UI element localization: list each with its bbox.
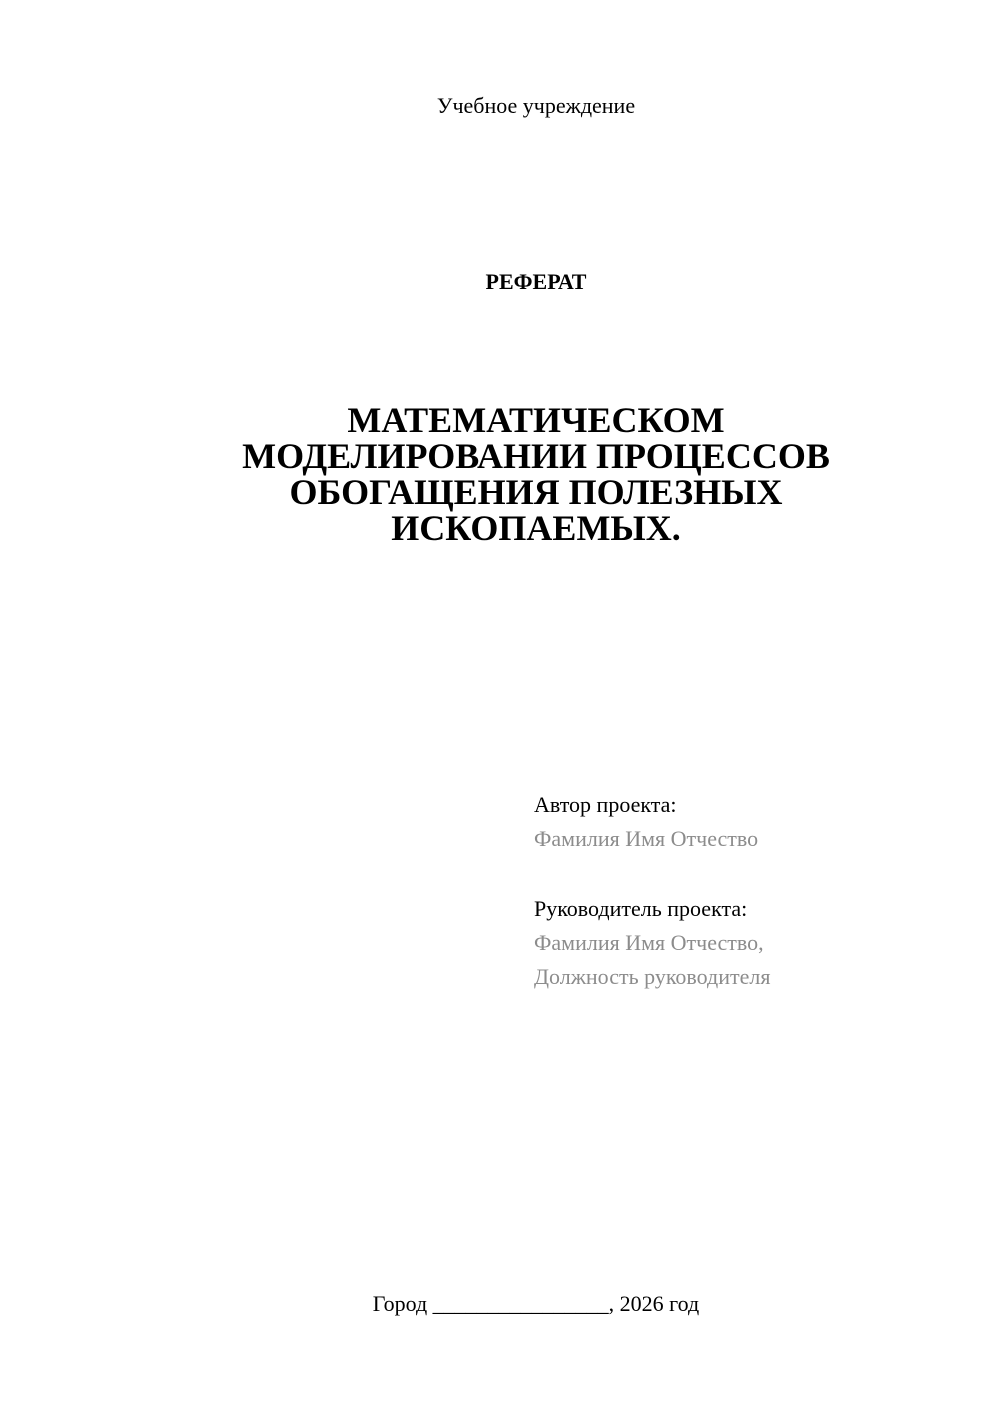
document-type: РЕФЕРАТ: [485, 269, 587, 294]
author-label: Автор проекта:: [534, 792, 677, 817]
topic-title-line: МОДЕЛИРОВАНИИ ПРОЦЕССОВ: [242, 436, 830, 476]
topic-title: [200, 402, 872, 546]
city-blank: ________________: [432, 1291, 609, 1316]
supervisor-position: Должность руководителя: [534, 964, 771, 989]
project-info: [534, 788, 974, 994]
supervisor-label: Руководитель проекта:: [534, 896, 748, 921]
supervisor-name: Фамилия Имя Отчество,: [534, 930, 764, 955]
info-spacer: [534, 856, 974, 892]
city-label: Город: [372, 1291, 428, 1316]
topic-title-line: МАТЕМАТИЧЕСКОМ: [347, 400, 725, 440]
institution-name: Учебное учреждение: [436, 93, 636, 118]
topic-title-line: ОБОГАЩЕНИЯ ПОЛЕЗНЫХ: [289, 472, 783, 512]
author-name: Фамилия Имя Отчество: [534, 826, 759, 851]
topic-title-line: ИСКОПАЕМЫХ.: [391, 508, 681, 548]
year-text: , 2026 год: [608, 1291, 700, 1316]
city-year-line: [0, 1290, 1000, 1318]
